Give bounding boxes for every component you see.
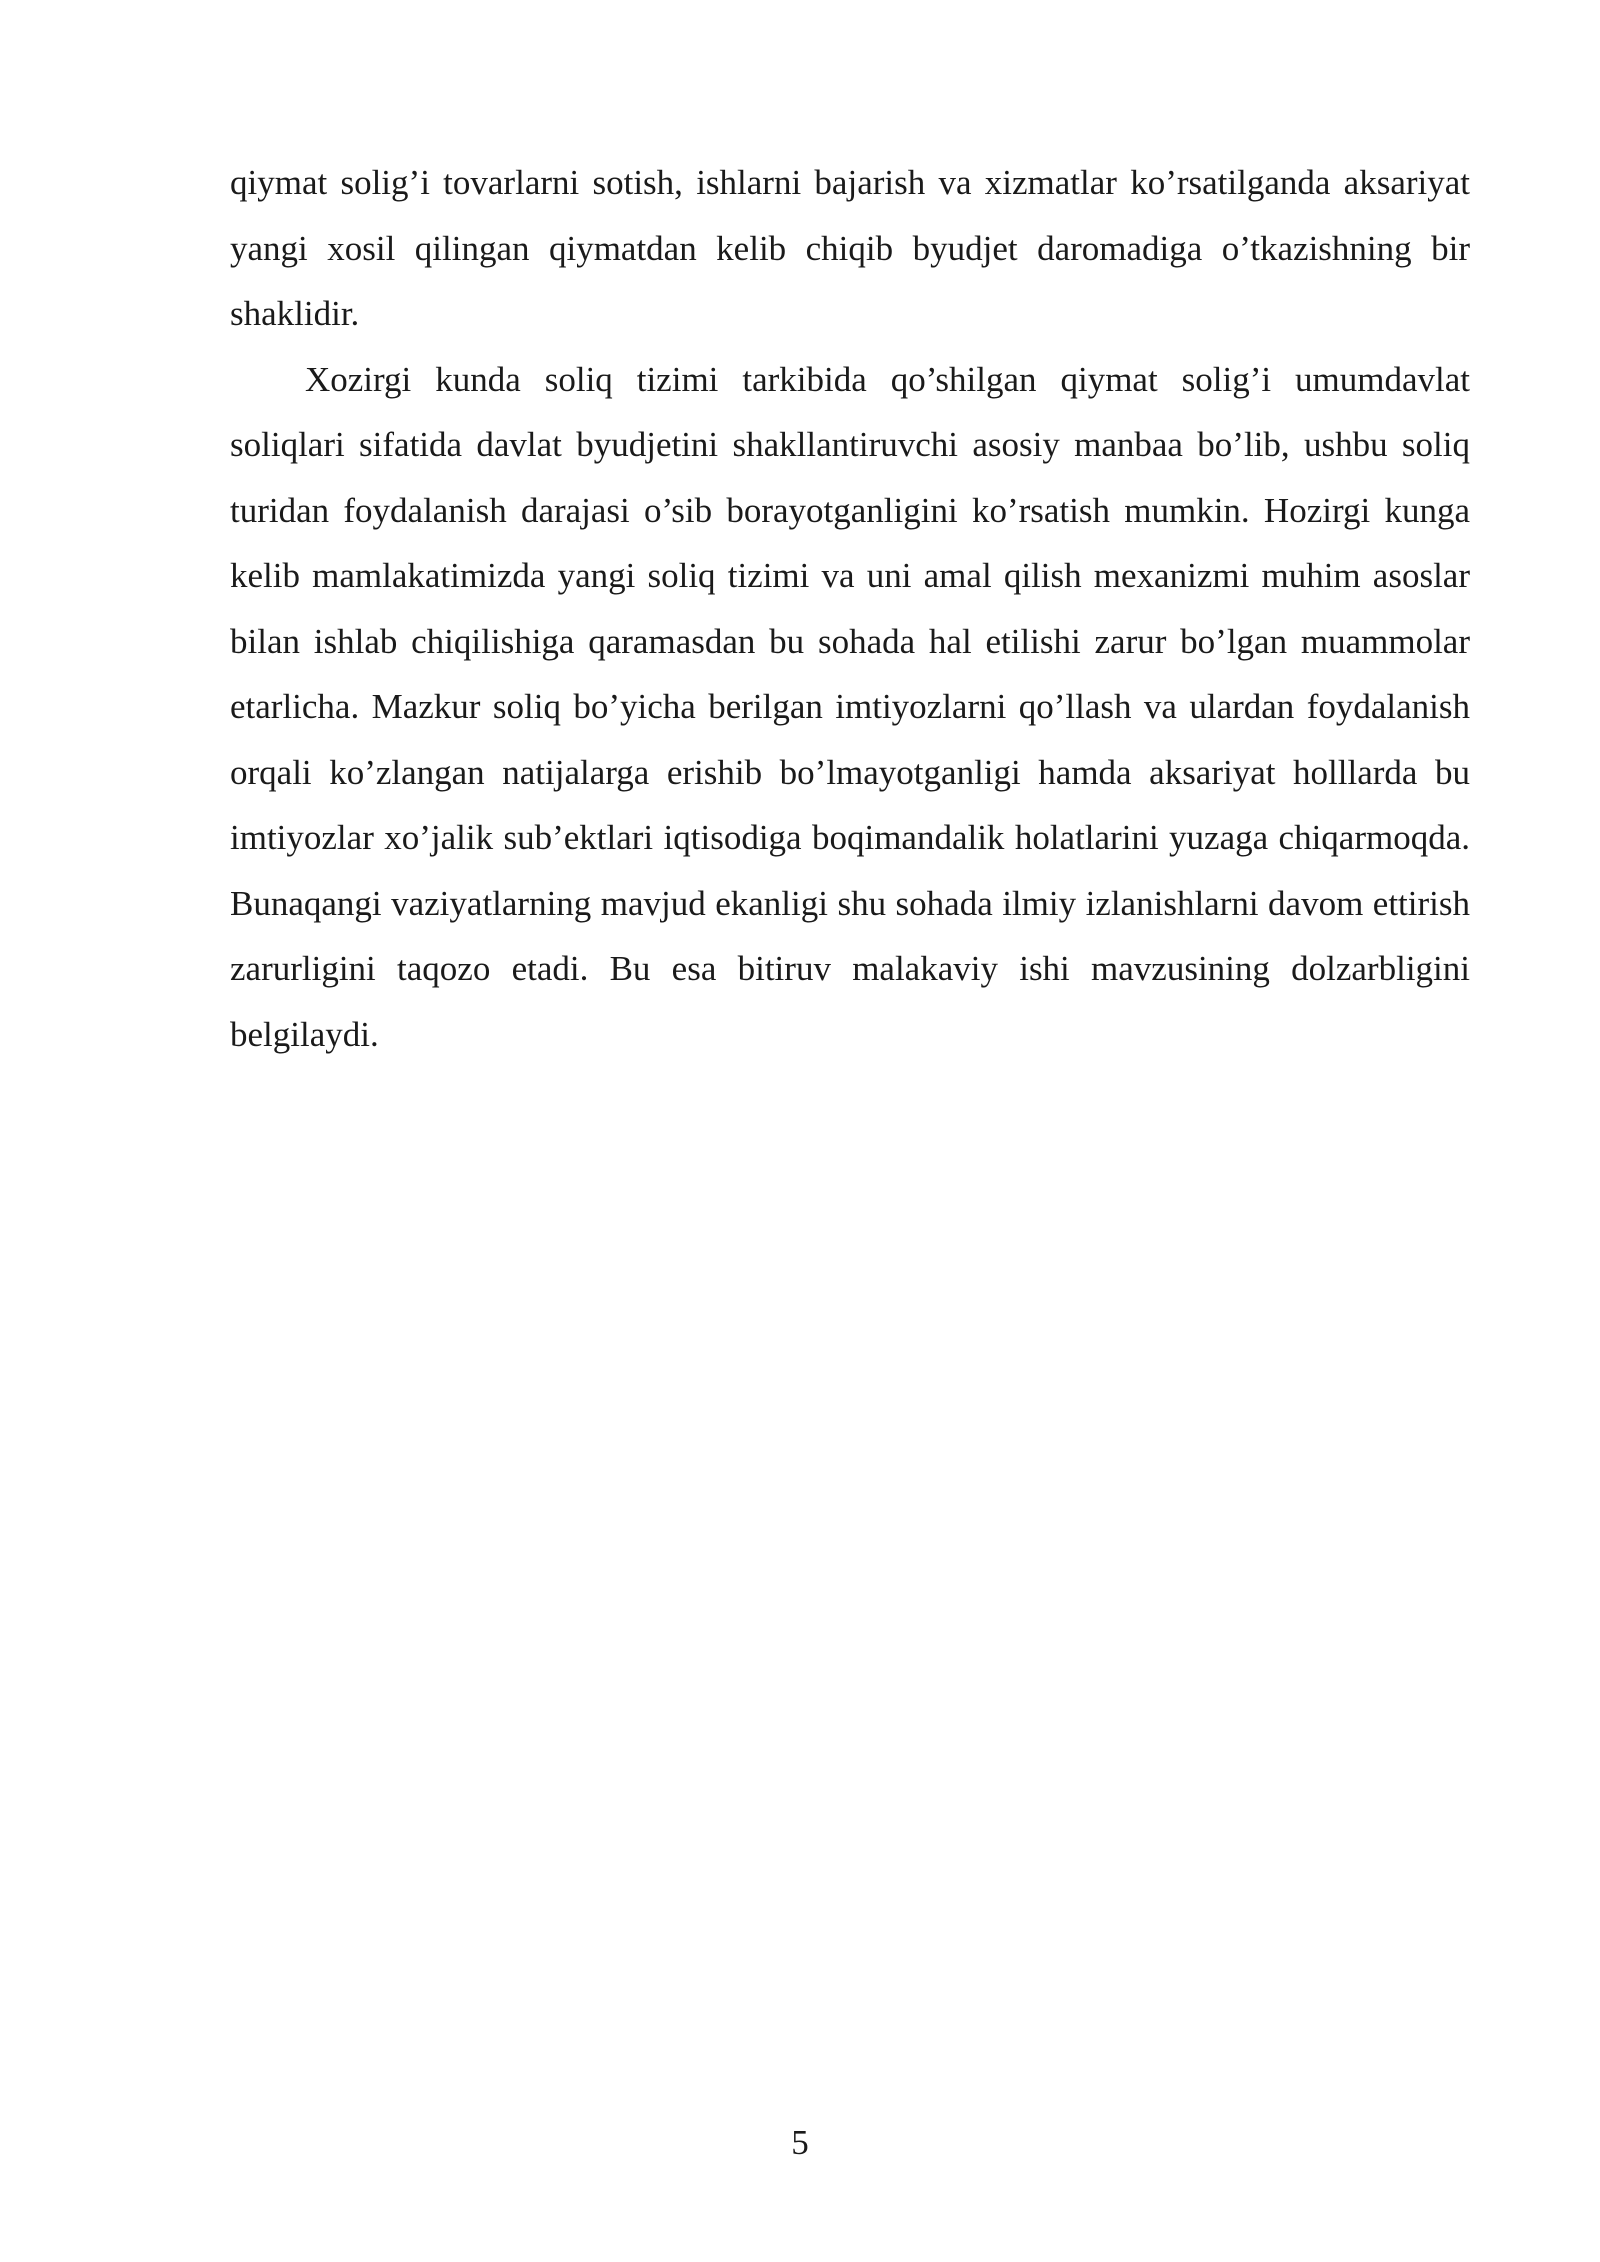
paragraph-main: Xozirgi kunda soliq tizimi tarkibida qo’shilgan qiymat solig’i umumdavlat soliqlari sifatida davlat byudjetini shakllantiruvchi asosiy manbaa bo’lib, ushbu soliq turidan foydalanish darajasi o’sib borayotganligini ko’rsatish mumkin. Hozirgi kunga kelib mamlakatimizda yangi soliq tizimi va uni amal qilish mexanizmi muhim asoslar bilan ishlab chiqilishiga qaramasdan bu sohada hal etilishi zarur bo’lgan muammolar etarlicha. Mazkur soliq bo’yicha berilgan imtiyozlarni qo’llash va ulardan foydalanish orqali ko’zlangan natijalarga erishib bo’lmayotganligi hamda aksariyat holllarda bu imtiyozlar xo’jalik sub’ektlari iqtisodiga boqimandalik holatlarini yuzaga chiqarmoqda. Bunaqangi vaziyatlarning mavjud ekanligi shu sohada ilmiy izlanishlarni davom ettirish zarurligini taqozo etadi. Bu esa bitiruv malakaviy ishi mavzusining dolzarbligini belgilaydi. xyxy=(230,359,1470,1054)
body-text xyxy=(230,150,1470,1067)
page-number: 5 xyxy=(791,2123,809,2162)
paragraph-continuation: qiymat solig’i tovarlarni sotish, ishlarni bajarish va xizmatlar ko’rsatilganda aksariyat yangi xosil qilingan qiymatdan kelib chiqib byudjet daromadiga o’tkazishning bir shaklidir. xyxy=(230,163,1470,333)
